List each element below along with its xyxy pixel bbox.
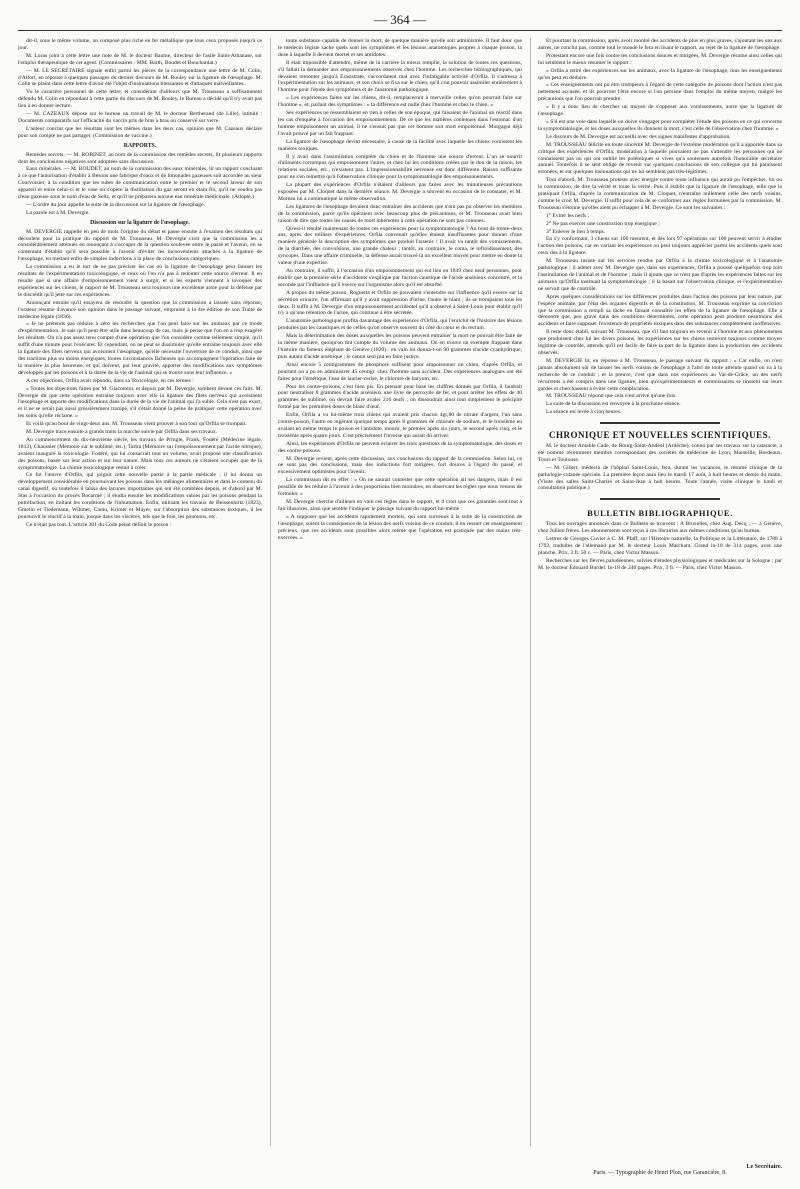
paragraph: » Il y a donc lieu de chercher un moyen de s'opposer aux vomissements, autre que la ligature de l'œsophage.: [538, 104, 782, 118]
section-heading: BULLETIN BIBLIOGRAPHIQUE.: [587, 508, 733, 519]
paragraph: — L'ordre du jour appelle la suite de la discussion sur la ligature de l'œsophage.: [26, 201, 205, 208]
paragraph: Tous les ouvrages annoncés dans ce Bulletin se trouvent : A Bruxelles, chez Aug. Decq ; — à Genève, chez Jullien frères. Les abonnements sont reçus à ces librairies aux mêmes conditions qu'au bureau.: [538, 521, 782, 535]
text-column-left: [18, 38, 262, 1148]
paragraph: Il reste donc établi, suivant M. Trousseau, que s'il faut toujours en revenir à l'homme et aux phénomènes que produisent chez lui les divers poisons, les expériences sur les chiens resteront toujours comme moyen légitime de contrôle, attendu qu'il est facile de faire la part de la ligature dans la production des accidents observés.: [538, 329, 782, 356]
paragraph: « Les expériences faites sur les chiens, dit-il, remplaceront à merveille celles qu'on pourrait faire sur l'homme », et, parlant des symptômes : « la différence est nulle chez l'homme et chez le chien. »: [278, 95, 522, 109]
paragraph: « A supposer que les accidents rapidement mortels, qui sont survenus à la suite de la constriction de l'œsophage, soient la conséquence de la lésion des nerfs voisins de ce conduit, il en ressort cet enseignement précieux, que ces accidents sont possibles alors même que l'opération est pratiquée par des mains très-exercées. »: [278, 513, 522, 541]
paragraph: toute substance capable de donner la mort, de quelque manière qu'elle soit administrée. Il faut donc que le médecin légiste sache quels sont les symptômes et les lésions anatomiques propres à chaque poison, la dose à laquelle il devient mortel et ses antidotes.: [278, 38, 522, 58]
paragraph: dit-il, sous le même volume, un composé plus riche en fer métallique que tous ceux proposés jusqu'à ce jour.: [18, 38, 262, 51]
paragraph: Remèdes secrets. — M. ROBINET, au nom de la commission des remèdes secrets, lit plusieurs rapports dont les conclusions négatives sont adoptées sans discussion.: [18, 151, 262, 165]
paragraph: 1° Éviter les nerfs ;: [546, 212, 590, 219]
paragraph: — M. LE SECRÉTAIRE signale enfin parmi les pièces de la correspondance une lettre de M. Colin, d'Alfort, en réponse à quelques passages du dernier discours de M. Bouley sur la ligature de l'œsophage. M. Colin se plaint dans cette lettre d'avoir été l'objet d'insinuations blessantes et d'attaques malveillantes.: [18, 67, 262, 88]
text-column-middle: [278, 38, 522, 1148]
paragraph: M. DEVERGIE lit, en réponse à M. Trousseau, le passage suivant du rapport : « Car enfin, on n'est jamais absolument sûr de laisser les nerfs voisins de l'œsophage à l'abri de toute atteinte quand on va à la recherche de ce conduit ; et la preuve, c'est que dans nos expériences au Val-de-Grâce, un des nerfs récurrents a été compris dans une ligature, bien qu'expérimentateurs et commissaires se tinssent sur leurs gardes et cherchassent à éviter cette complication.: [538, 357, 782, 392]
paragraph: L'auteur conclut que les résultats sont les mêmes dans les deux cas, opinion que M. Cazeaux déclare pour son compte ne pas partager. (Commission de vaccine.): [18, 125, 262, 139]
paragraph: M. TROUSSEAU répond que cela n'est arrivé qu'une fois.: [546, 393, 677, 400]
paragraph: Et pourtant la commission, après avoir montré des accidents de plus en plus graves, s'ajoutant les uns aux autres, ne conclut pas, comme tout le monde le fera en lisant le rapport, au rejet de la ligature de l'œsophage.: [538, 38, 782, 51]
paragraph: Protestant encore une fois contre les conclusions douces et mitigées, M. Devergie résume ainsi celles qui lui semblent le mieux résumer le rapport :: [538, 52, 782, 66]
paragraph: » Ces enseignements ont pu être trompeurs à l'égard de cette catégorie de poisons dont l'action n'est pas nettement accusée, et ils pourront l'être encore si l'on persiste dans l'emploi du même moyen, malgré les précautions que l'on pourrait prendre.: [538, 82, 782, 103]
paragraph: Eaux minérales. — M. BOUDET, au nom de la commission des eaux minérales, lit un rapport concluant à ce que l'autorisation d'établir à Besons une fabrique d'eaux et de limonades gazeuses soit accordée au sieur Courvoisier, à la condition que les tubes de communication entre le premier et le second laveur de son appareil et entre celui-ci et le vase où s'opère la distillation du gaz seront en étain fin, qu'il ne vendra pas d'eau gazeuse sous le nom d'eau de Seltz, et qu'il ne préparera aucune eau minérale médicinale. (Adopté.): [18, 166, 262, 201]
paragraph: Vu le caractère personnel de cette lettre, et considérant d'ailleurs que M. Trousseau a suffisamment défendu M. Colin en répondant à cette partie du discours de M. Bouley, le Bureau a décidé qu'il n'y avait pas lieu à en donner lecture.: [18, 89, 262, 110]
paragraph: — M. CAZEAUX dépose sur le bureau un travail de M. le docteur Bertherand (de Lille), intitulé : Documents comparatifs sur l'efficacité du vaccin pris de bras à bras ou conservé sur verre.: [18, 111, 262, 124]
paragraph: Après quelques considérations sur les différences produites dans l'action des poisons par leur nature, par l'espèce animale, par l'état des organes digestifs et de la constitution, M. Trousseau exprime sa conviction que la commission a rempli sa tâche en faisant connaître les effets de la ligature de l'œsophage. Elle a démontré que, peu grave dans des conditions déterminées, cette opération peut produire néanmoins des accidents et faire supposer l'existence de propriétés toxiques dans des substances complètement inoffensives.: [538, 293, 782, 328]
text-column-right: [538, 38, 782, 1148]
paragraph: L'anatomie pathologique profita davantage des expériences d'Orfila, qui l'enrichit de l'histoire des lésions produites par les caustiques et de celles qu'on observe souvent du côté du cœur et du rectum.: [278, 318, 522, 332]
paragraph: Les ligatures de l'œsophage devaient donc entraîner des accidents que n'ont pas pu observer les membres de la commission, parce qu'ils opéraient avec beaucoup plus de précautions, et M. Trousseau avait bien raison de dire que toutes les causes de mort inhérentes à cette opération ne sont pas connues.: [278, 203, 522, 224]
paragraph: Lettres de Georges Cuvier à C. M. Pfaff, sur l'Histoire naturelle, la Politique et la Littérature, de 1788 à 1792, traduites de l'allemand par M. le docteur Louis Marchant. Grand in-18 de 314 pages, avec une planche. Prix, 3 fr. 50 c. — Paris, chez Victor Masson.: [538, 536, 782, 556]
paragraph: Enfin, Orfila a vu lui-même trois chiens qui avaient pris chacun 4gr,80 de nitrate d'argent, l'un sans contre-poison, l'autre en ingérant quelque temps après 8 grammes de chlorure de sodium, et le troisième en avalant en même temps le poison et l'antidote, mourir, le premier après six jours, le second après cinq, et le troisième après quatre jours. C'est précisément l'inverse qui aurait dû arriver.: [278, 412, 522, 439]
paragraph: Mais la détermination des doses auxquelles les poisons peuvent entraîner la mort ne pouvait être faite de la même manière, quoiqu'on tînt compte du volume des animaux. On en trouve un exemple frappant dans l'histoire du fameux éléphant de Genève (1820) : en vain lui donna-t-on 90 grammes d'acide cyanhydrique, puis autant d'acide arsénique ; le canon seul put en faire justice.: [278, 333, 522, 360]
paragraph: Et voilà qu'au bout de vingt-deux ans, M. Trousseau vient prouver à son tour qu'Orfila se trompait.: [26, 421, 247, 428]
paragraph: 3° Enlever le lien à temps.: [546, 228, 606, 235]
paragraph: M. Devergie trace ensuite à grands traits la marche suivie par Orfila dans ses travaux.: [26, 429, 218, 436]
page-footer: [538, 1164, 782, 1176]
paragraph: Au commencement du dix-neuvième siècle, les travaux de Pringle, Frank, Fodéré (Médecine légale, 1813), Chaussier (Mémoire sur le sublimé, etc.), Tartra (Mémoire sur l'empoisonnement par l'acide nitrique), avaient inauguré la toxicologie. Fodéré, qui lui consacrait tout un volume, avait proposé une classification des poisons, basée sur leur action et sur leur nature. Mais tous ces auteurs ne s'étaient occupés que de la symptomatologie. La chimie toxicologique restait à créer.: [18, 436, 262, 471]
ornament-divider: [538, 496, 782, 502]
paragraph: Ainsi, les expériences d'Orfila ne peuvent éclairer les trois questions de la symptomatologie, des doses et des contre-poisons.: [278, 440, 522, 454]
paragraph: A propos du même poison, Rognetta et Orfila ne pouvaient s'entendre sur l'influence qu'il exerce sur la sécrétion urinaire, l'un affirmant qu'il y avait suppression d'urine, l'autre le niant ; ils se trompaient tous les deux. Il suffit à M. Devergie d'un empoisonnement accidentel qu'il a observé à Saint-Louis pour établir qu'il n'y a qu'une rétention de l'urine, qui continue à être sécrétée.: [278, 289, 522, 317]
paragraph: Ce n'était pas tout. L'article 301 du Code pénal définit le poison :: [26, 521, 172, 528]
paragraph: « Je ne prétends pas réduire à zéro les recherches que l'on peut faire sur les animaux par ce mode d'expérimentation. Je sais qu'il peut être utile dans beaucoup de cas, mais je pense que l'on en a trop exagéré les résultats. On n'a pas assez tenu compte d'une opération que l'on considère comme tellement simple, qu'il suffit d'une minute pour l'exécuter. Et cependant, on ne peut se dissimuler qu'elle entraîne toujours avec elle la ligature des filets nerveux qui avoisinent l'œsophage, qu'elle nécessite l'ouverture de ce conduit, ainsi que des tractions plus ou moins énergiques, toutes circonstances fâcheuses qui accompagnent l'opération faite de la manière la plus heureuse, et qui doivent, par leur gravité, apporter des modifications aux symptômes développés par les poisons et à la durée de la vie de l'animal qui se trouve sous leur influence. »: [18, 321, 262, 376]
column-divider: [270, 38, 271, 1146]
paragraph: La séance est levée à cinq heures.: [546, 409, 622, 416]
paragraph: Pour les contre-poisons, c'est bien pis. En prenant pour base les chiffres donnés par Orfila, il faudrait pour neutraliser 8 grammes d'acide arsénieux une livre de peroxyde de fer, et pour arrêter les effets de 40 grammes de sublimé, on devrait faire avaler 216 œufs ; on dissoudrait ainsi tout simplement le précipité formé par les premières doses de blanc d'œuf.: [278, 383, 522, 411]
paragraph: Recherches sur les fièvres paludéennes, suivies d'études physiologiques et médicales sur la Sologne ; par M. le docteur Édouard Burdel. In-18 de 240 pages. Prix, 3 fr. — Paris, chez Victor Masson.: [538, 557, 782, 571]
paragraph: M. TROUSSEAU félicite en toute sincérité M. Devergie de l'extrême modération qu'il a apportée dans sa critique des expériences d'Orfila, modération à laquelle pouvaient ne pas s'attendre les personnes qui ne connaissent pas ou qui ont oublié les polémiques si vives qu'a soutenues autrefois l'honorable secrétaire annuel. Toutefois il se sent obligé de revenir sur quelques conclusions de son collègue qui lui paraissent erronées, et sur quelques insinuations qui ne lui semblent pas très-légitimes.: [538, 141, 782, 176]
paragraph: Il y avait dans l'assimilation complète du chien et de l'homme une source d'erreur. L'un se nourrit d'aliments corrompus qui empoisonnent l'autre, et chez lui les conditions créées par le don de la raison, les relations sociales, etc., n'existent pas. L'impressionnabilité nerveuse est donc différente. Raison suffisante pour ne s'en remettre qu'à l'observation clinique pour la symptomatologie des empoisonnements.: [278, 153, 522, 181]
section-heading: RAPPORTS.: [123, 142, 157, 149]
paragraph: La ligature de l'œsophage devint nécessaire, à cause de la facilité avec laquelle les chiens vomissent les matières toxiques.: [278, 138, 522, 152]
paragraph: M. Trousseau insiste sur les services rendus par Orfila à la chimie toxicologique et à l'anatomie pathologique ; il admet avec M. Devergie que, dans ses expériences, Orfila a poussé quelquefois trop loin l'assimilation de l'animal et de l'homme ; mais il ajoute que ce n'est pas d'après les expériences faites sur les animaux qu'Orfila instituait la symptomatologie ; il la basait sur l'observation clinique, et l'expérimentation ne servait que de contrôle.: [538, 258, 782, 292]
section-heading: Discussion sur la ligature de l'œsophage.: [90, 219, 190, 226]
ornament-divider: [538, 420, 782, 426]
paragraph: A ces objections, Orfila avait répondu, dans sa Toxicologie, en ces termes :: [26, 377, 194, 384]
paragraph: M. Devergie cherche d'ailleurs en vain ces règles dans le rapport, et il croit que ces garanties sont tout à fait illusoires, ainsi que semble l'indiquer le passage suivant du rapport lui-même :: [278, 499, 522, 512]
paragraph: Tout d'abord, M. Trousseau proteste avec énergie contre toute influence qui aurait pu l'empêcher, lui ou la commission, de dire la vérité et toute la vérité. Puis il établit que la ligature de l'œsophage, telle que la pratiquait Orfila, d'après la communication de M. Cloquet, n'entraîne nullement celle des nerfs voisins, comme le croit M. Devergie. Il suffit pour cela de se conformer aux règles formulées par la commission. M. Trousseau s'étonne qu'elles aient pu échapper à M. Devergie. Ce sont les suivantes :: [538, 177, 782, 211]
printer-line: Paris. — Typographie de Henri Plon, rue Garancière, 8.: [593, 1170, 727, 1176]
paragraph: La suite de la discussion est renvoyée à la prochaine séance.: [546, 401, 681, 408]
column-divider: [530, 38, 531, 1146]
paragraph: Il était impossible d'attendre, même de la carrière la mieux remplie, la solution de toutes ces questions, s'il fallait la demander aux empoisonnements observés chez l'homme. Les recherches bibliographiques, qui devaient remonter jusqu'à Erasistrate, s'accordaient mal avec l'infatigable activité d'Orfila. Il s'adressa à l'expérimentation sur les animaux, et son choix se fixa sur le chien, qu'il crut pouvoir assimiler entièrement à l'homme pour l'étude des symptômes et de l'anatomie pathologique.: [278, 59, 522, 94]
paragraph: La parole est à M. Devergie.: [26, 209, 90, 216]
paragraph: M. DEVERGIE rappelle en peu de mots l'origine du débat et passe ensuite à l'examen des résultats qui découlent pour la pratique du rapport de M. Trousseau. M. Devergie croit que la commission les a considérablement atténués en renonçant à s'occuper de la question soulevée entre le passé et l'avenir, en se contentant d'établir qu'il sera possible à l'avenir d'éviter les inconvénients attachés à la ligature de l'œsophage, en mettant enfin de simples inductions à la place de conclusions catégoriques.: [18, 228, 262, 263]
section-heading: CHRONIQUE ET NOUVELLES SCIENTIFIQUES.: [549, 430, 771, 441]
paragraph: M. Devergie revient, après cette discussion, aux conclusions du rapport de la commission. Selon lui, ce ne sont pas des conclusions, mais des inductions fort mitigées, fort douces à l'égard du passé, et excessivement optimistes pour l'avenir.: [278, 455, 522, 476]
page-number: — 364 —: [374, 12, 426, 27]
paragraph: « Orfila a retiré des expériences sur les animaux, avec la ligature de l'œsophage, tous les enseignements qu'on peut en déduire.: [538, 67, 782, 81]
paragraph: Qu'est-il résulté maintenant de toutes ces expériences pour la symptomatologie ? Au bout de trente-deux ans, après des milliers d'expériences, Orfila convenait qu'elles étaient insuffisantes pour donner d'une manière générale la description des symptômes que produit l'arsenic ! Il avait vu tantôt des vomissements, de la diarrhée, des convulsions, une grande chaleur ; tantôt, au contraire, le coma, le refroidissement, des syncopes. Dans une affaire criminelle, la défense aurait trouvé là un excellent moyen pour mettre en doute la valeur d'une expertise.: [278, 225, 522, 267]
paragraph: » S'il est une voie dans laquelle on doive s'engager pour compléter l'étude des poisons en ce qui concerne la symptomatologie, et les doses auxquelles ils donnent la mort, c'est celle de l'observation chez l'homme. »: [538, 118, 782, 132]
paragraph: La commission a eu le tort de ne pas préciser les cas où la ligature de l'œsophage peut fausser les résultats de l'expérimentation toxicologique, et ceux où l'on n'a pas à redouter cette source d'erreur. Il en résulte que si une affaire d'empoisonnement vient à surgir, et si les experts viennent à invoquer des expériences sur les chiens, le rapport de M. Trousseau sera toujours une excellente arme pour la défense par le discrédit qu'il jette sur ces expériences.: [18, 264, 262, 298]
paragraph: Le discours de M. Devergie est accueilli avec des signes manifestes d'approbation.: [546, 133, 731, 140]
header-rule: [18, 30, 782, 31]
paragraph: Ce fut l'œuvre d'Orfila, qui joignit cette nouvelle partie à la partie médicale ; il lui donna un développement considérable en poursuivant les poisons dans les mélanges alimentaires et dans le contenu du canal digestif, où toutefois il laissa des lacunes importantes qui ont été comblées depuis, et d'abord par M. Stas à l'occasion du procès Bocarmé ; il étudia ensuite les modifications subies par les poisons pendant la putréfaction, en imitant les conditions de l'inhumation. Enfin, utilisant les travaux de Beissenhirtz (1823), Gmelin et Tiedemann, Wibmer, Cantu, Krimer et Mayer, sur l'absorption des substances toxiques, il les poursuivit le réactif à la main, jusque dans les viscères, tels que le foie, les poumons, etc.: [18, 472, 262, 520]
paragraph: Annonçant ensuite qu'il essayera de résoudre la question que la commission a laissée sans réponse, l'orateur résume d'avance son opinion dans le passage suivant, emprunté à la 4re édition de son Traité de médecine légale (1836).: [18, 299, 262, 320]
paragraph: 2° Ne pas exercer une constriction trop énergique ;: [546, 220, 660, 227]
paragraph: M. le docteur Amable Cade, de Bourg-Saint-Andéol (Ardèche), connu par ses travaux sur la cataracte, a été nommé récemment membre correspondant des sociétés de médecine de Lyon, Marseille, Bordeaux, Tours et Toulouse.: [538, 443, 782, 463]
paragraph: M. Loras joint à cette lettre une note de M. le docteur Baume, directeur de l'asile Saint-Athanase, sur l'emploi thérapeutique de cet agent. (Commissaires : MM. Barth, Boudet et Bouchardat.): [18, 52, 262, 66]
paragraph: La commission dit en effet : « On ne saurait contester que cette opération ait ses dangers, mais il est possible de les réduire à l'avenir à des proportions bien moindres, en observant les règles que nous venons de formuler. »: [278, 477, 522, 498]
paragraph: — M. Gibert, médecin de l'hôpital Saint-Louis, fera, durant les vacances, le résumé clinique de la pathologie cutanée spéciale. La première leçon aura lieu le mardi 17 août, à huit heures et demie du matin. (Visite des salles Saint-Charles et Saint-Jean à huit heures. Toute l'année, visite clinique le lundi et consultation publique.): [538, 464, 782, 492]
paragraph: En s'y conformant, 3 chiens sur 100 meurent, et dès lors 97 opérations sur 100 peuvent servir à étudier l'action des poisons, car en variant les expériences on peut toujours apprécier parmi les accidents quels sont ceux dus à la ligature.: [538, 236, 782, 257]
paragraph: « Toutes les objections faites par M. Giacomini, et depuis par M. Devergie, tombent devant ces faits. M. Devergie dit que cette opération entraîne toujours avec elle la ligature des filets nerveux qui avoisinent l'œsophage et apporte des modifications dans la durée de la vie de l'animal qui l'a subie. Cela n'est pas exact, et il ne se serait pas aussi grossièrement trompé, s'il s'était donné la peine de pratiquer cette opération avec les soins qu'elle réclame. »: [18, 385, 262, 420]
paragraph: La plupart des expériences d'Orfila n'étaient d'ailleurs pas faites avec les minutieuses précautions exposées par M. Cloquet dans la dernière séance. M. Devergie a souvent eu occasion de le constater, et M. Moreau lui a communiqué la même observation.: [278, 182, 522, 202]
footer-signature: Le Secrétaire.: [746, 1164, 782, 1170]
paragraph: Au contraire, il suffit, à l'occasion d'un empoisonnement qui eut lieu en 1849 chez neuf personnes, pour établir que la première série d'accidents s'explique par l'action caustique de l'acide arsénieux concentré, et la seconde par l'influence qu'il exerce sur l'organisme alors qu'il est absorbé.: [278, 268, 522, 288]
paragraph: Ainsi encore 5 centigrammes de phosphore suffisent pour empoisonner un chien, d'après Orfila, et pourtant on a pu en administrer 45 centigr. chez l'homme sans accident. Des expériences analogues ont été faites pour l'émétique, l'eau de laurier-cerise, le chlorure de baryum, etc.: [278, 361, 522, 382]
paragraph: Ses expériences ne ressemblaient en rien à celles de son époque, qui faisaient de l'animal un réactif dans les cas d'enquête à l'occasion des empoisonnements. De ce que les matières contenues dans l'estomac d'un homme empoisonnent un animal, il ne s'ensuit pas que cet homme soit mort empoisonné. Morgagni déjà l'avait prouvé par un fait frappant.: [278, 110, 522, 137]
